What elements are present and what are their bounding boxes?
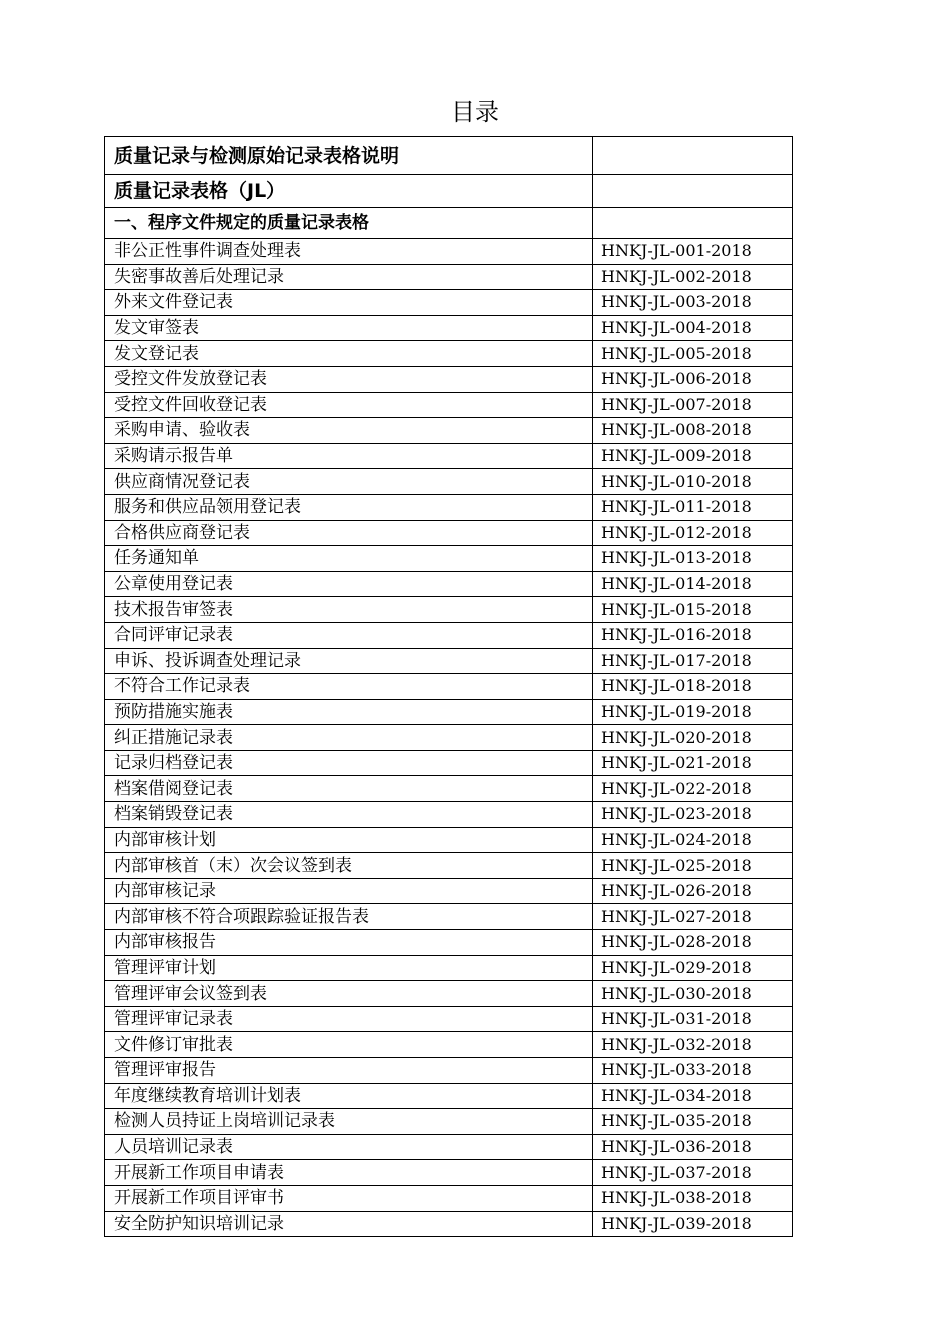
record-code: HNKJ-JL-022-2018 [593,776,793,802]
table-row [105,699,793,725]
record-name: 预防措施实施表 [105,699,593,725]
record-name: 管理评审报告 [105,1058,593,1084]
record-name: 文件修订审批表 [105,1032,593,1058]
table-row [105,674,793,700]
record-name: 档案借阅登记表 [105,776,593,802]
record-name: 采购请示报告单 [105,443,593,469]
table-row [105,520,793,546]
record-name: 内部审核记录 [105,878,593,904]
table-row [105,571,793,597]
table-row [105,264,793,290]
table-row [105,1032,793,1058]
record-code: HNKJ-JL-013-2018 [593,546,793,572]
table-row [105,981,793,1007]
record-code: HNKJ-JL-031-2018 [593,1006,793,1032]
record-name: 年度继续教育培训计划表 [105,1083,593,1109]
record-name: 合同评审记录表 [105,622,593,648]
record-code: HNKJ-JL-036-2018 [593,1134,793,1160]
empty-code-cell [593,208,793,239]
table-row [105,853,793,879]
record-code: HNKJ-JL-005-2018 [593,341,793,367]
record-code: HNKJ-JL-035-2018 [593,1109,793,1135]
table-row [105,1185,793,1211]
record-code: HNKJ-JL-017-2018 [593,648,793,674]
table-row [105,341,793,367]
record-code: HNKJ-JL-039-2018 [593,1211,793,1237]
record-code: HNKJ-JL-002-2018 [593,264,793,290]
record-name: 检测人员持证上岗培训记录表 [105,1109,593,1135]
record-name: 纠正措施记录表 [105,725,593,751]
toc-heading-row [105,208,793,239]
record-code: HNKJ-JL-033-2018 [593,1058,793,1084]
table-row [105,930,793,956]
section-heading-procedure-forms: 一、程序文件规定的质量记录表格 [105,208,593,239]
record-code: HNKJ-JL-006-2018 [593,366,793,392]
toc-body [105,137,793,1237]
empty-code-cell [593,137,793,175]
empty-code-cell [593,175,793,208]
table-row [105,1083,793,1109]
table-row [105,239,793,265]
record-name: 档案销毁登记表 [105,802,593,828]
record-name: 安全防护知识培训记录 [105,1211,593,1237]
record-name: 任务通知单 [105,546,593,572]
record-code: HNKJ-JL-023-2018 [593,802,793,828]
record-name: 公章使用登记表 [105,571,593,597]
toc-heading-row [105,175,793,208]
record-name: 申诉、投诉调查处理记录 [105,648,593,674]
table-row [105,802,793,828]
table-row [105,648,793,674]
table-row [105,443,793,469]
record-code: HNKJ-JL-010-2018 [593,469,793,495]
table-row [105,546,793,572]
table-row [105,597,793,623]
record-name: 开展新工作项目评审书 [105,1185,593,1211]
table-row [105,725,793,751]
record-name: 内部审核首（末）次会议签到表 [105,853,593,879]
record-name: 内部审核计划 [105,827,593,853]
record-name: 人员培训记录表 [105,1134,593,1160]
record-name: 不符合工作记录表 [105,674,593,700]
record-code: HNKJ-JL-024-2018 [593,827,793,853]
record-code: HNKJ-JL-014-2018 [593,571,793,597]
table-row [105,315,793,341]
record-code: HNKJ-JL-019-2018 [593,699,793,725]
record-code: HNKJ-JL-021-2018 [593,750,793,776]
record-name: 发文登记表 [105,341,593,367]
record-code: HNKJ-JL-027-2018 [593,904,793,930]
table-row [105,750,793,776]
record-code: HNKJ-JL-003-2018 [593,290,793,316]
record-name: 采购申请、验收表 [105,418,593,444]
record-code: HNKJ-JL-020-2018 [593,725,793,751]
table-row [105,1006,793,1032]
record-code: HNKJ-JL-018-2018 [593,674,793,700]
record-code: HNKJ-JL-025-2018 [593,853,793,879]
record-code: HNKJ-JL-012-2018 [593,520,793,546]
record-name: 开展新工作项目申请表 [105,1160,593,1186]
table-row [105,469,793,495]
record-code: HNKJ-JL-028-2018 [593,930,793,956]
table-row [105,1134,793,1160]
record-name: 受控文件回收登记表 [105,392,593,418]
record-code: HNKJ-JL-009-2018 [593,443,793,469]
record-code: HNKJ-JL-007-2018 [593,392,793,418]
record-name: 外来文件登记表 [105,290,593,316]
table-row [105,418,793,444]
section-heading-record-description: 质量记录与检测原始记录表格说明 [105,137,593,175]
table-row [105,904,793,930]
record-name: 管理评审会议签到表 [105,981,593,1007]
record-code: HNKJ-JL-008-2018 [593,418,793,444]
record-name: 服务和供应品领用登记表 [105,494,593,520]
record-name: 内部审核不符合项跟踪验证报告表 [105,904,593,930]
record-name: 内部审核报告 [105,930,593,956]
record-code: HNKJ-JL-038-2018 [593,1185,793,1211]
table-row [105,776,793,802]
record-code: HNKJ-JL-032-2018 [593,1032,793,1058]
record-name: 供应商情况登记表 [105,469,593,495]
record-name: 受控文件发放登记表 [105,366,593,392]
record-name: 管理评审计划 [105,955,593,981]
record-code: HNKJ-JL-034-2018 [593,1083,793,1109]
toc-heading-row [105,137,793,175]
record-code: HNKJ-JL-016-2018 [593,622,793,648]
record-name: 合格供应商登记表 [105,520,593,546]
table-row [105,1109,793,1135]
table-row [105,494,793,520]
table-row [105,366,793,392]
record-code: HNKJ-JL-030-2018 [593,981,793,1007]
record-code: HNKJ-JL-011-2018 [593,494,793,520]
record-name: 管理评审记录表 [105,1006,593,1032]
record-code: HNKJ-JL-037-2018 [593,1160,793,1186]
table-row [105,878,793,904]
section-heading-quality-record-forms: 质量记录表格（JL） [105,175,593,208]
toc-table [104,136,793,1237]
record-code: HNKJ-JL-001-2018 [593,239,793,265]
record-name: 非公正性事件调查处理表 [105,239,593,265]
table-row [105,290,793,316]
table-row [105,827,793,853]
record-name: 失密事故善后处理记录 [105,264,593,290]
table-row [105,1160,793,1186]
record-code: HNKJ-JL-004-2018 [593,315,793,341]
table-row [105,622,793,648]
record-code: HNKJ-JL-029-2018 [593,955,793,981]
table-row [105,1211,793,1237]
table-row [105,1058,793,1084]
table-row [105,392,793,418]
record-name: 记录归档登记表 [105,750,593,776]
record-name: 发文审签表 [105,315,593,341]
table-row [105,955,793,981]
record-name: 技术报告审签表 [105,597,593,623]
record-code: HNKJ-JL-026-2018 [593,878,793,904]
page-title: 目录 [451,98,499,126]
record-code: HNKJ-JL-015-2018 [593,597,793,623]
